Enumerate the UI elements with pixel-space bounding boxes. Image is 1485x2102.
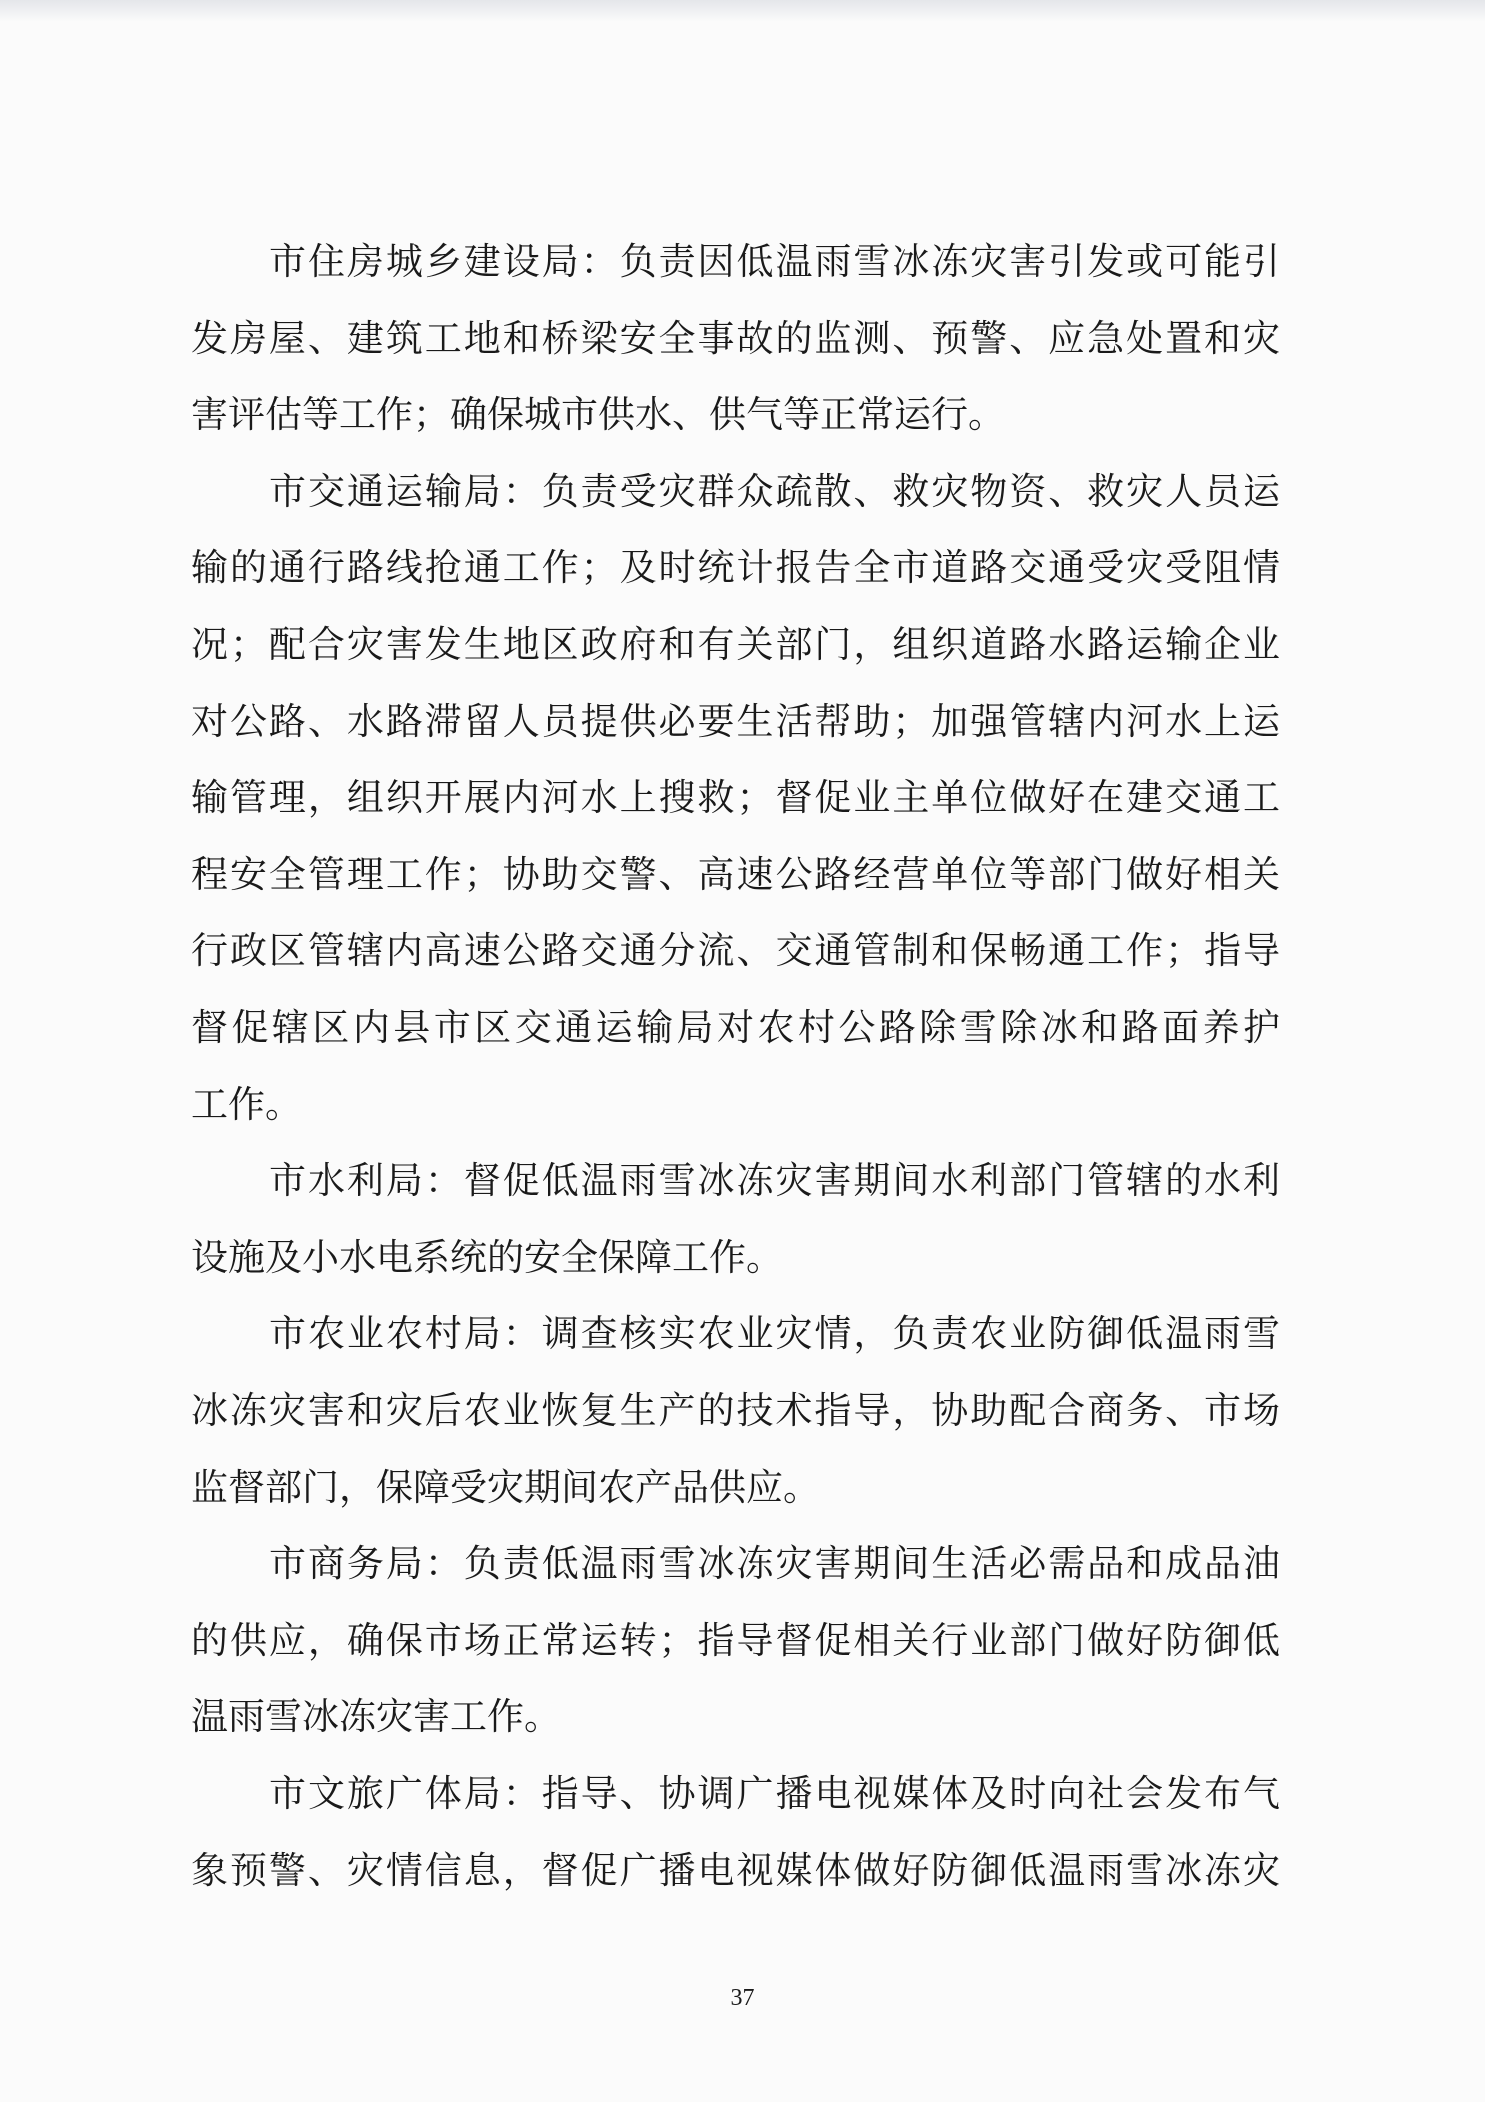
page-number: 37: [730, 1985, 755, 2011]
scan-edge: [0, 0, 1485, 22]
paragraph-line: 市住房城乡建设局：负责因低温雨雪冰冻灾害引发或可能引: [269, 240, 1280, 283]
paragraph-line: 输管理，组织开展内河水上搜救；督促业主单位做好在建交通工: [191, 776, 1280, 820]
paragraph-line: 冰冻灾害和灾后农业恢复生产的技术指导，协助配合商务、市场: [191, 1389, 1280, 1432]
paragraph-line: 市商务局：负责低温雨雪冰冻灾害期间生活必需品和成品油: [269, 1542, 1280, 1586]
paragraph-line: 的供应，确保市场正常运转；指导督促相关行业部门做好防御低: [191, 1618, 1280, 1662]
paragraph-line: 监督部门，保障受灾期间农产品供应。: [191, 1465, 820, 1509]
paragraph-line: 市水利局：督促低温雨雪冰冻灾害期间水利部门管辖的水利: [269, 1159, 1280, 1203]
paragraph-line: 督促辖区内县市区交通运输局对农村公路除雪除冰和路面养护: [191, 1006, 1280, 1049]
paragraph-line: 温雨雪冰冻灾害工作。: [191, 1695, 561, 1739]
paragraph-line: 程安全管理工作；协助交警、高速公路经营单位等部门做好相关: [191, 852, 1280, 896]
paragraph-line: 象预警、灾情信息，督促广播电视媒体做好防御低温雨雪冰冻灾: [191, 1848, 1280, 1892]
paragraph-line: 况；配合灾害发生地区政府和有关部门，组织道路水路运输企业: [191, 623, 1280, 666]
paragraph-line: 发房屋、建筑工地和桥梁安全事故的监测、预警、应急处置和灾: [191, 316, 1280, 360]
paragraph-line: 工作。: [191, 1082, 302, 1126]
paragraph-line: 输的通行路线抢通工作；及时统计报告全市道路交通受灾受阻情: [191, 546, 1280, 590]
paragraph-line: 市农业农村局：调查核实农业灾情，负责农业防御低温雨雪: [269, 1312, 1280, 1356]
paragraph-line: 对公路、水路滞留人员提供必要生活帮助；加强管辖内河水上运: [191, 699, 1280, 743]
paragraph-line: 行政区管辖内高速公路交通分流、交通管制和保畅通工作；指导: [191, 929, 1280, 973]
paragraph-line: 市交通运输局：负责受灾群众疏散、救灾物资、救灾人员运: [269, 469, 1280, 513]
paragraph-line: 害评估等工作；确保城市供水、供气等正常运行。: [191, 393, 1005, 437]
paragraph-line: 市文旅广体局：指导、协调广播电视媒体及时向社会发布气: [269, 1772, 1280, 1815]
paragraph-line: 设施及小水电系统的安全保障工作。: [191, 1235, 783, 1279]
